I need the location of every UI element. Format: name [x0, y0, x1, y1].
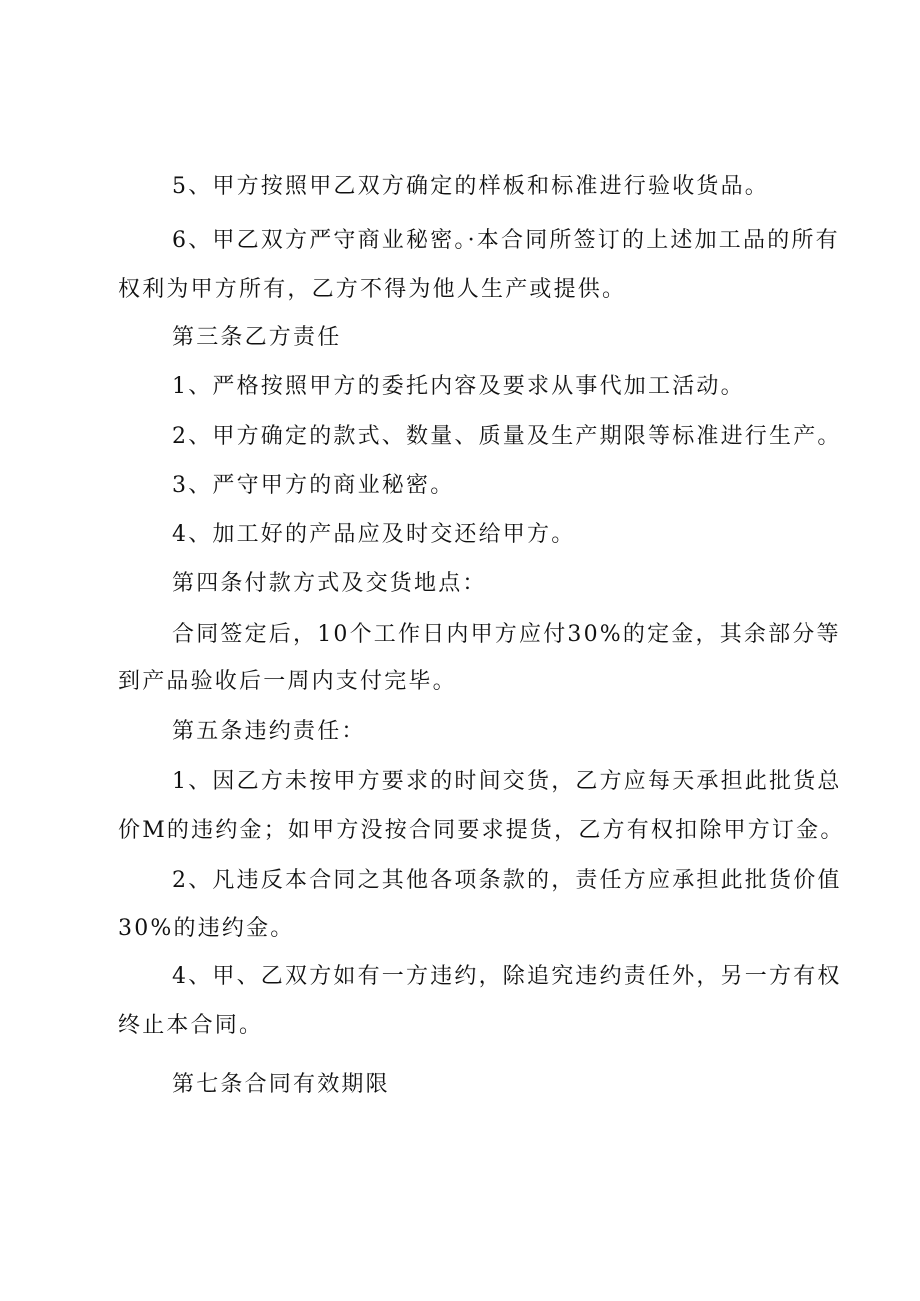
clause-line: 1、因乙方未按甲方要求的时间交货，乙方应每天承担此批货总	[172, 769, 842, 794]
clause-line: 2、凡违反本合同之其他各项条款的，责任方应承担此批货价值	[172, 868, 842, 893]
section-heading: 第五条违约责任：	[172, 719, 366, 744]
section-heading: 第三条乙方责任	[172, 325, 342, 350]
clause-line: 价M的违约金；如甲方没按合同要求提货，乙方有权扣除甲方订金。	[118, 818, 845, 843]
clause-line: 3、严守甲方的商业秘密。	[172, 473, 455, 498]
section-heading: 第四条付款方式及交货地点：	[172, 571, 487, 596]
clause-line: 4、甲、乙双方如有一方违约，除追究违约责任外，另一方有权	[172, 964, 842, 989]
section-heading: 第七条合同有效期限	[172, 1072, 390, 1097]
clause-line: 5、甲方按照甲乙双方确定的样板和标准进行验收货品。	[172, 174, 769, 199]
clause-line: 2、甲方确定的款式、数量、质量及生产期限等标准进行生产。	[172, 424, 842, 449]
clause-line: 权利为甲方所有，乙方不得为他人生产或提供。	[118, 277, 627, 302]
clause-line: 30%的违约金。	[118, 916, 295, 941]
clause-line: 合同签定后，10个工作日内甲方应付30%的定金，其余部分等	[172, 622, 841, 647]
clause-line: 6、甲乙双方严守商业秘密。·本合同所签订的上述加工品的所有	[172, 228, 840, 253]
clause-line: 4、加工好的产品应及时交还给甲方。	[172, 522, 576, 547]
clause-line: 1、严格按照甲方的委托内容及要求从事代加工活动。	[172, 374, 745, 399]
clause-line: 终止本合同。	[118, 1013, 264, 1038]
clause-line: 到产品验收后一周内支付完毕。	[118, 669, 457, 694]
